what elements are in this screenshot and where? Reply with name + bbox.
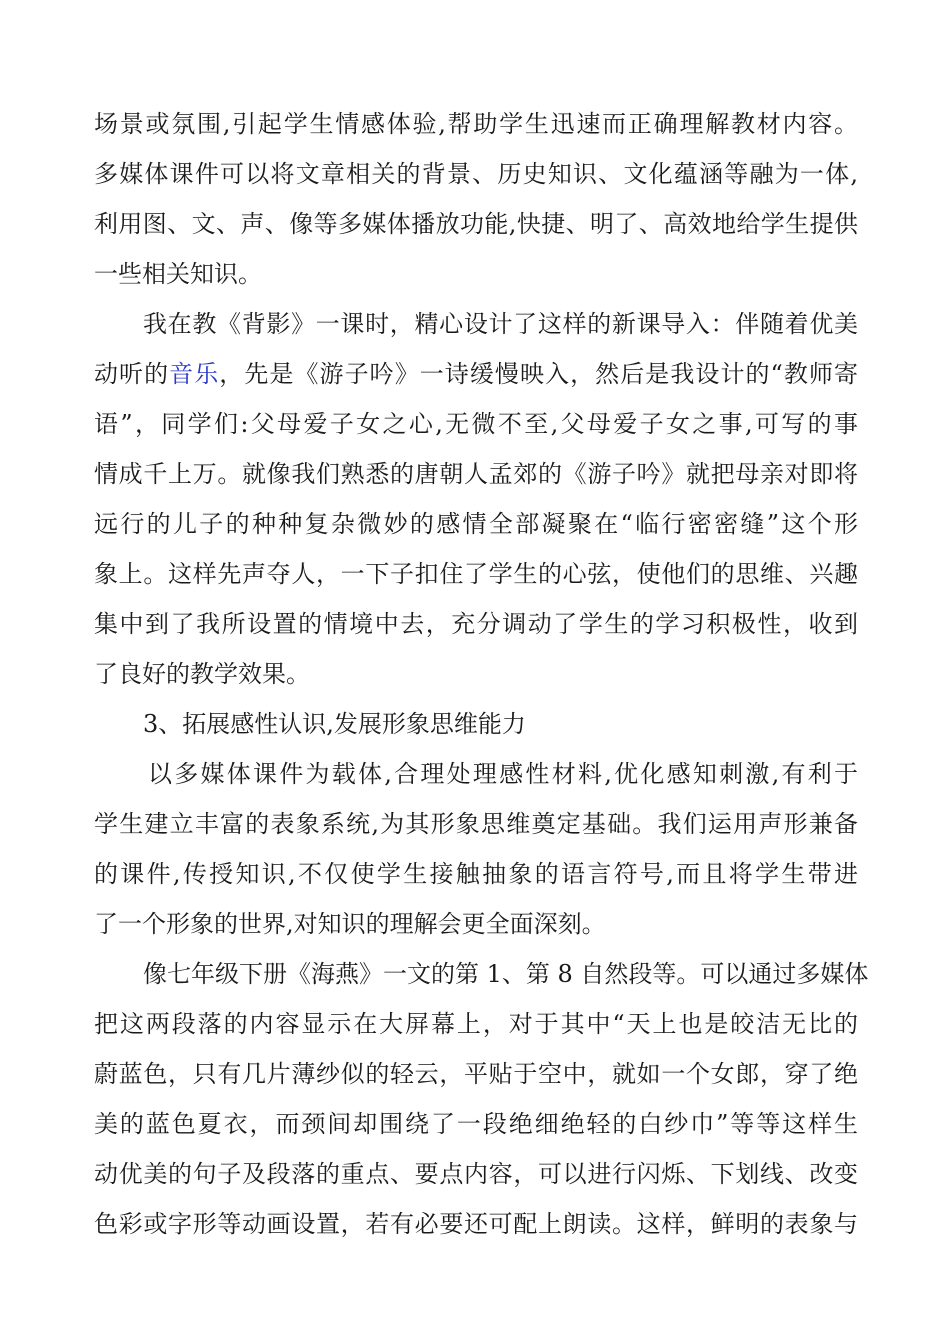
text-line-8: 情成千上万。就像我们熟悉的唐朝人孟郊的《游子吟》就把母亲对即将 [94, 460, 858, 488]
text-line-13: 以多媒体课件为载体,合理处理感性材料,优化感知刺激,有利于 [148, 760, 858, 788]
text-line-17: 像七年级下册《海燕》一文的第 1、第 8 自然段等。可以通过多媒体 [143, 960, 869, 988]
text-line-21: 动优美的句子及段落的重点、要点内容，可以进行闪烁、下划线、改变 [94, 1160, 858, 1188]
text-line-1: 场景或氛围,引起学生情感体验,帮助学生迅速而正确理解教材内容。 [94, 110, 858, 138]
text-line-5: 我在教《背影》一课时，精心设计了这样的新课导入：伴随着优美 [143, 310, 858, 338]
text-line-22: 色彩或字形等动画设置，若有必要还可配上朗读。这样，鲜明的表象与 [94, 1210, 858, 1238]
section-heading: 3、拓展感性认识,发展形象思维能力 [143, 710, 526, 738]
text-line-18: 把这两段落的内容显示在大屏幕上，对于其中“天上也是皎洁无比的 [94, 1010, 858, 1038]
text-line-6 [94, 349, 858, 399]
text-line-19: 蔚蓝色，只有几片薄纱似的轻云，平贴于空中，就如一个女郎，穿了绝 [94, 1060, 858, 1088]
text-line-12: 了良好的教学效果。 [94, 660, 310, 688]
text-line-4: 一些相关知识。 [94, 260, 262, 288]
text-line-11: 集中到了我所设置的情境中去，充分调动了学生的学习积极性，收到 [94, 610, 858, 638]
text-line-15: 的课件,传授知识,不仅使学生接触抽象的语言符号,而且将学生带进 [94, 860, 858, 888]
text-line-14: 学生建立丰富的表象系统,为其形象思维奠定基础。我们运用声形兼备 [94, 810, 858, 838]
text-line-2: 多媒体课件可以将文章相关的背景、历史知识、文化蕴涵等融为一体, [94, 160, 858, 188]
text-line-20: 美的蓝色夏衣，而颈间却围绕了一段绝细绝轻的白纱巾”等等这样生 [94, 1110, 858, 1138]
text-line-10: 象上。这样先声夺人，一下子扣住了学生的心弦，使他们的思维、兴趣 [94, 560, 858, 588]
text-line-3: 利用图、文、声、像等多媒体播放功能,快捷、明了、高效地给学生提供 [94, 210, 858, 238]
text-segment: ，先是《游子吟》一诗缓慢映入，然后是我设计的“教师寄 [219, 360, 858, 388]
text-segment: 动听的 [94, 360, 170, 388]
text-line-9: 远行的儿子的种种复杂微妙的感情全部凝聚在“临行密密缝”这个形 [94, 510, 858, 538]
text-line-16: 了一个形象的世界,对知识的理解会更全面深刻。 [94, 910, 606, 938]
music-link[interactable]: 音乐 [169, 360, 220, 388]
text-line-7: 语”，同学们:父母爱子女之心,无微不至,父母爱子女之事,可写的事 [94, 410, 858, 438]
